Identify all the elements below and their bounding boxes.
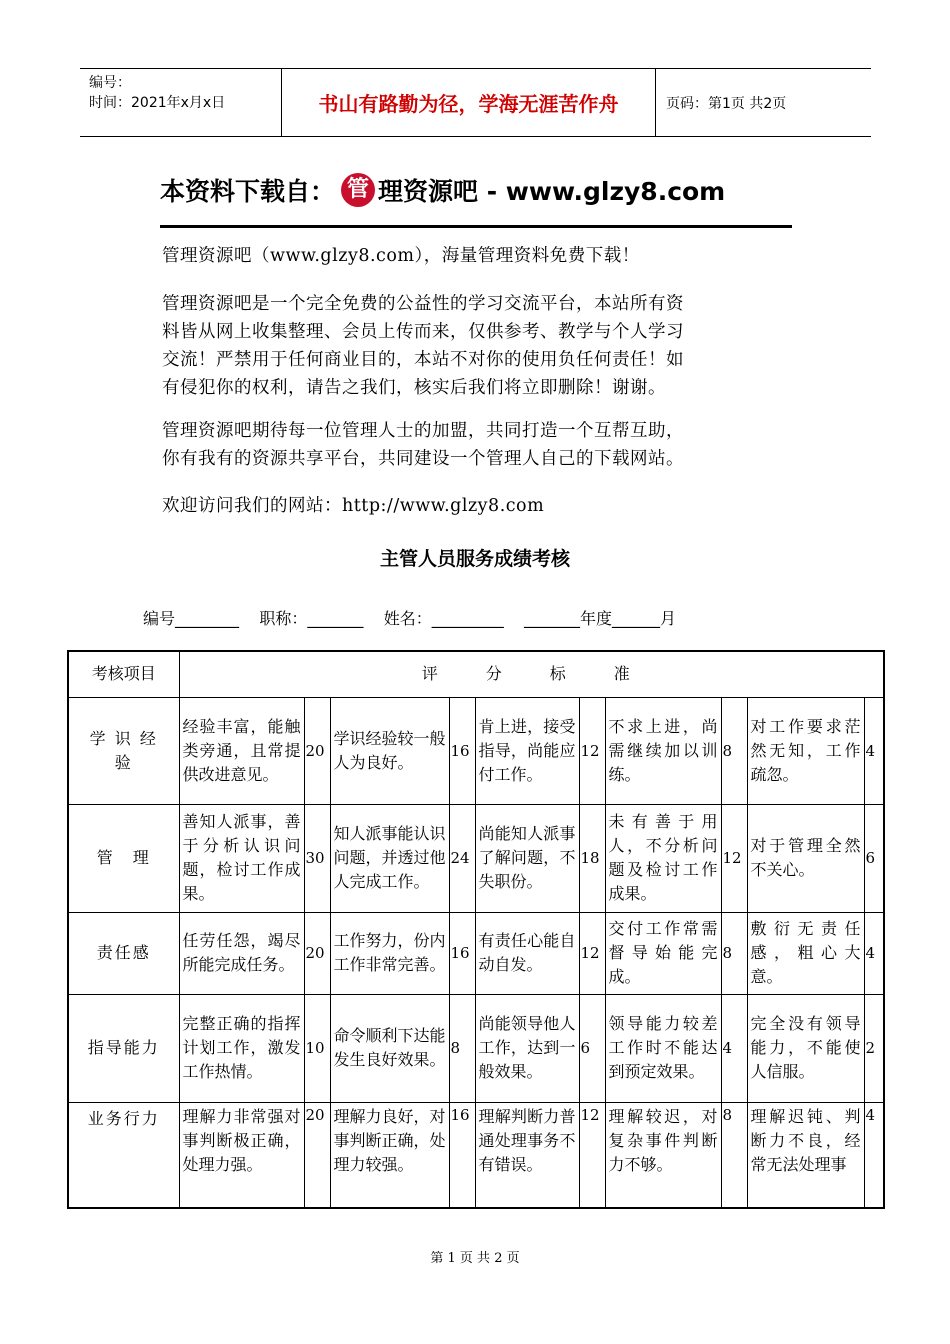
logo-icon: 管 [341, 173, 375, 207]
score-cell: 4 [721, 994, 747, 1102]
criteria-cell: 有责任心能自动自发。 [475, 912, 579, 994]
header-meta [80, 69, 282, 136]
row-item: 责任感 [68, 912, 179, 994]
criteria-cell: 知人派事能认识问题，并透过他人完成工作。 [330, 804, 449, 912]
form-info-line: 编号________ 职称：_______ 姓名：_________ _______年度______月 [143, 609, 677, 628]
score-cell: 20 [304, 1102, 330, 1208]
time-label: 时间：2021年x月x日 [89, 95, 226, 111]
criteria-cell: 经验丰富，能触类旁通，且常提供改进意见。 [179, 697, 304, 804]
score-cell: 4 [864, 1102, 884, 1208]
number-label: 编号： [89, 75, 131, 91]
table-row [68, 994, 884, 1102]
criteria-cell: 善知人派事，善于分析认识问题，检讨工作成果。 [179, 804, 304, 912]
criteria-cell: 尚能领导他人工作，达到一般效果。 [475, 994, 579, 1102]
criteria-cell: 敷衍无责任感，粗心大意。 [747, 912, 864, 994]
score-cell: 20 [304, 697, 330, 804]
score-cell: 2 [864, 994, 884, 1102]
ad-visit-link[interactable]: 欢迎访问我们的网站：http://www.glzy8.com [162, 496, 545, 516]
criteria-cell: 对于管理全然不关心。 [747, 804, 864, 912]
ad-paragraph-2 [162, 290, 802, 402]
score-cell: 24 [449, 804, 475, 912]
criteria-cell: 理解力良好，对事判断正确，处理力较强。 [330, 1102, 449, 1208]
header-item: 考核项目 [68, 651, 179, 697]
header-page-info: 页码：第1页 共2页 [666, 95, 787, 112]
criteria-cell: 领导能力较差工作时不能达到预定效果。 [605, 994, 721, 1102]
criteria-cell: 任劳任怨，竭尽所能完成任务。 [179, 912, 304, 994]
score-cell: 6 [579, 994, 605, 1102]
score-cell: 12 [579, 1102, 605, 1208]
criteria-cell: 完整正确的指挥计划工作，激发工作热情。 [179, 994, 304, 1102]
ad-text-line: 管理资源吧是一个完全免费的公益性的学习交流平台，本站所有资 [162, 294, 684, 314]
banner-prefix: 本资料下载自： [160, 177, 336, 206]
score-cell: 8 [721, 1102, 747, 1208]
ad-paragraph-3 [162, 417, 802, 473]
score-cell: 16 [449, 1102, 475, 1208]
score-cell: 4 [864, 912, 884, 994]
score-cell: 16 [449, 697, 475, 804]
criteria-cell: 理解力非常强对事判断极正确，处理力强。 [179, 1102, 304, 1208]
score-cell: 12 [579, 697, 605, 804]
ad-text-line: 管理资源吧期待每一位管理人士的加盟，共同打造一个互帮互助， [162, 421, 684, 441]
score-cell: 12 [579, 912, 605, 994]
ad-text-line: 交流！严禁用于任何商业目的，本站不对你的使用负任何责任！如 [162, 350, 684, 370]
banner-suffix: 理资源吧 - www.glzy8.com [378, 177, 726, 206]
banner-divider [160, 225, 792, 228]
row-item: 管 理 [68, 804, 179, 912]
ad-line-1: 管理资源吧（www.glzy8.com），海量管理资料免费下载！ [162, 246, 640, 266]
criteria-cell: 命令顺利下达能发生良好效果。 [330, 994, 449, 1102]
ad-text-line: 料皆从网上收集整理、会员上传而来，仅供参考、教学与个人学习 [162, 322, 684, 342]
table-row [68, 804, 884, 912]
criteria-cell: 理解较迟，对复杂事件判断力不够。 [605, 1102, 721, 1208]
score-cell: 30 [304, 804, 330, 912]
score-cell: 12 [721, 804, 747, 912]
score-cell: 10 [304, 994, 330, 1102]
criteria-cell: 完全没有领导能力，不能使人信服。 [747, 994, 864, 1102]
row-item: 指导能力 [68, 994, 179, 1102]
criteria-cell: 未有善于用人，不分析问题及检讨工作成果。 [605, 804, 721, 912]
header-standard: 评分标准 [179, 651, 884, 697]
page-header [80, 68, 871, 137]
ad-text-line: 你有我有的资源共享平台，共同建设一个管理人自己的下载网站。 [162, 449, 684, 469]
criteria-cell: 尚能知人派事了解问题，不失职份。 [475, 804, 579, 912]
table-row [68, 697, 884, 804]
document-title: 主管人员服务成绩考核 [379, 548, 570, 570]
table-row [68, 912, 884, 994]
score-cell: 4 [864, 697, 884, 804]
page-footer: 第 1 页 共 2 页 [430, 1251, 520, 1266]
score-cell: 18 [579, 804, 605, 912]
criteria-cell: 工作努力，份内工作非常完善。 [330, 912, 449, 994]
row-item: 业务行力 [68, 1102, 179, 1208]
criteria-cell: 学识经验较一般人为良好。 [330, 697, 449, 804]
source-banner [160, 168, 800, 212]
header-motto: 书山有路勤为径，学海无涯苦作舟 [282, 69, 656, 136]
row-item: 学 识 经 验 [68, 697, 179, 804]
evaluation-table [67, 650, 885, 1209]
score-cell: 8 [449, 994, 475, 1102]
score-cell: 16 [449, 912, 475, 994]
score-cell: 6 [864, 804, 884, 912]
criteria-cell: 理解判断力普通处理事务不有错误。 [475, 1102, 579, 1208]
criteria-cell: 对工作要求茫然无知，工作疏忽。 [747, 697, 864, 804]
criteria-cell: 不求上进，尚需继续加以训练。 [605, 697, 721, 804]
table-row [68, 1102, 884, 1208]
table-header-row [68, 651, 884, 697]
ad-text-line: 有侵犯你的权利，请告之我们，核实后我们将立即删除！谢谢。 [162, 378, 666, 398]
criteria-cell: 交付工作常需督导始能完成。 [605, 912, 721, 994]
score-cell: 8 [721, 912, 747, 994]
criteria-cell: 肯上进，接受指导，尚能应付工作。 [475, 697, 579, 804]
score-cell: 8 [721, 697, 747, 804]
score-cell: 20 [304, 912, 330, 994]
criteria-cell: 理解迟钝、判断力不良，经常无法处理事 [747, 1102, 864, 1208]
